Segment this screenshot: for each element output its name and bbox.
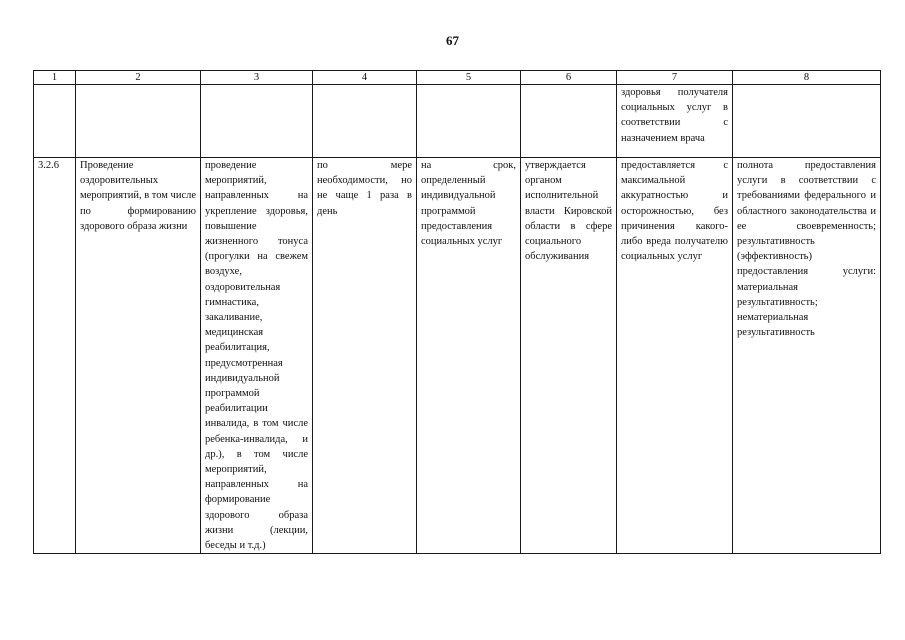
column-number: 3 xyxy=(201,71,313,85)
services-table xyxy=(33,70,881,554)
empty-cell xyxy=(201,85,313,158)
column-number: 1 xyxy=(34,71,76,85)
conditions-cell: предоставляется с максимальной аккуратностью и осторожностью, без причинения какого-либо вреда получателю социальных услуг xyxy=(617,158,733,554)
column-number: 5 xyxy=(417,71,521,85)
empty-cell xyxy=(417,85,521,158)
standard-cell: утверждается органом исполнительной власти Кировской области в сфере социального обслуживания xyxy=(521,158,617,554)
empty-cell xyxy=(34,85,76,158)
column-number-row xyxy=(34,71,881,85)
table-row xyxy=(34,158,881,554)
column-number: 6 xyxy=(521,71,617,85)
row-number-cell: 3.2.6 xyxy=(34,158,76,554)
term-cell: на срок, определенный индивидуальной программой предоставления социальных услуг xyxy=(417,158,521,554)
empty-cell xyxy=(521,85,617,158)
empty-cell xyxy=(313,85,417,158)
frequency-cell: по мере необходимости, но не чаще 1 раза в день xyxy=(313,158,417,554)
quality-indicators-cell: полнота предоставления услуги в соответствии с требованиями федерального и областного законодательства и ее своевременность; результативность (эффективность) предоставления услуги: материальная результативность; нематериальная результативность xyxy=(733,158,881,554)
column-number: 2 xyxy=(76,71,201,85)
service-name-cell: Проведение оздоровительных мероприятий, в том числе по формированию здорового образа жизни xyxy=(76,158,201,554)
continuation-row xyxy=(34,85,881,158)
service-description-cell: проведение мероприятий, направленных на укрепление здоровья, повышение жизненного тонуса (прогулки на свежем воздухе, оздоровительная гимнастика, закаливание, медицинская реабилитация, предусмотренная индивидуальной программой реабилитации инвалида, в том числе ребенка-инвалида, и др.), в том числе мероприятий, направленных на формирование здорового образа жизни (лекции, беседы и т.д.) xyxy=(201,158,313,554)
column-number: 8 xyxy=(733,71,881,85)
column-number: 7 xyxy=(617,71,733,85)
empty-cell xyxy=(76,85,201,158)
empty-cell xyxy=(733,85,881,158)
column-number: 4 xyxy=(313,71,417,85)
continuation-conditions-cell: здоровья получателя социальных услуг в соответствии с назначением врача xyxy=(617,85,733,158)
page-number: 67 xyxy=(446,33,459,48)
